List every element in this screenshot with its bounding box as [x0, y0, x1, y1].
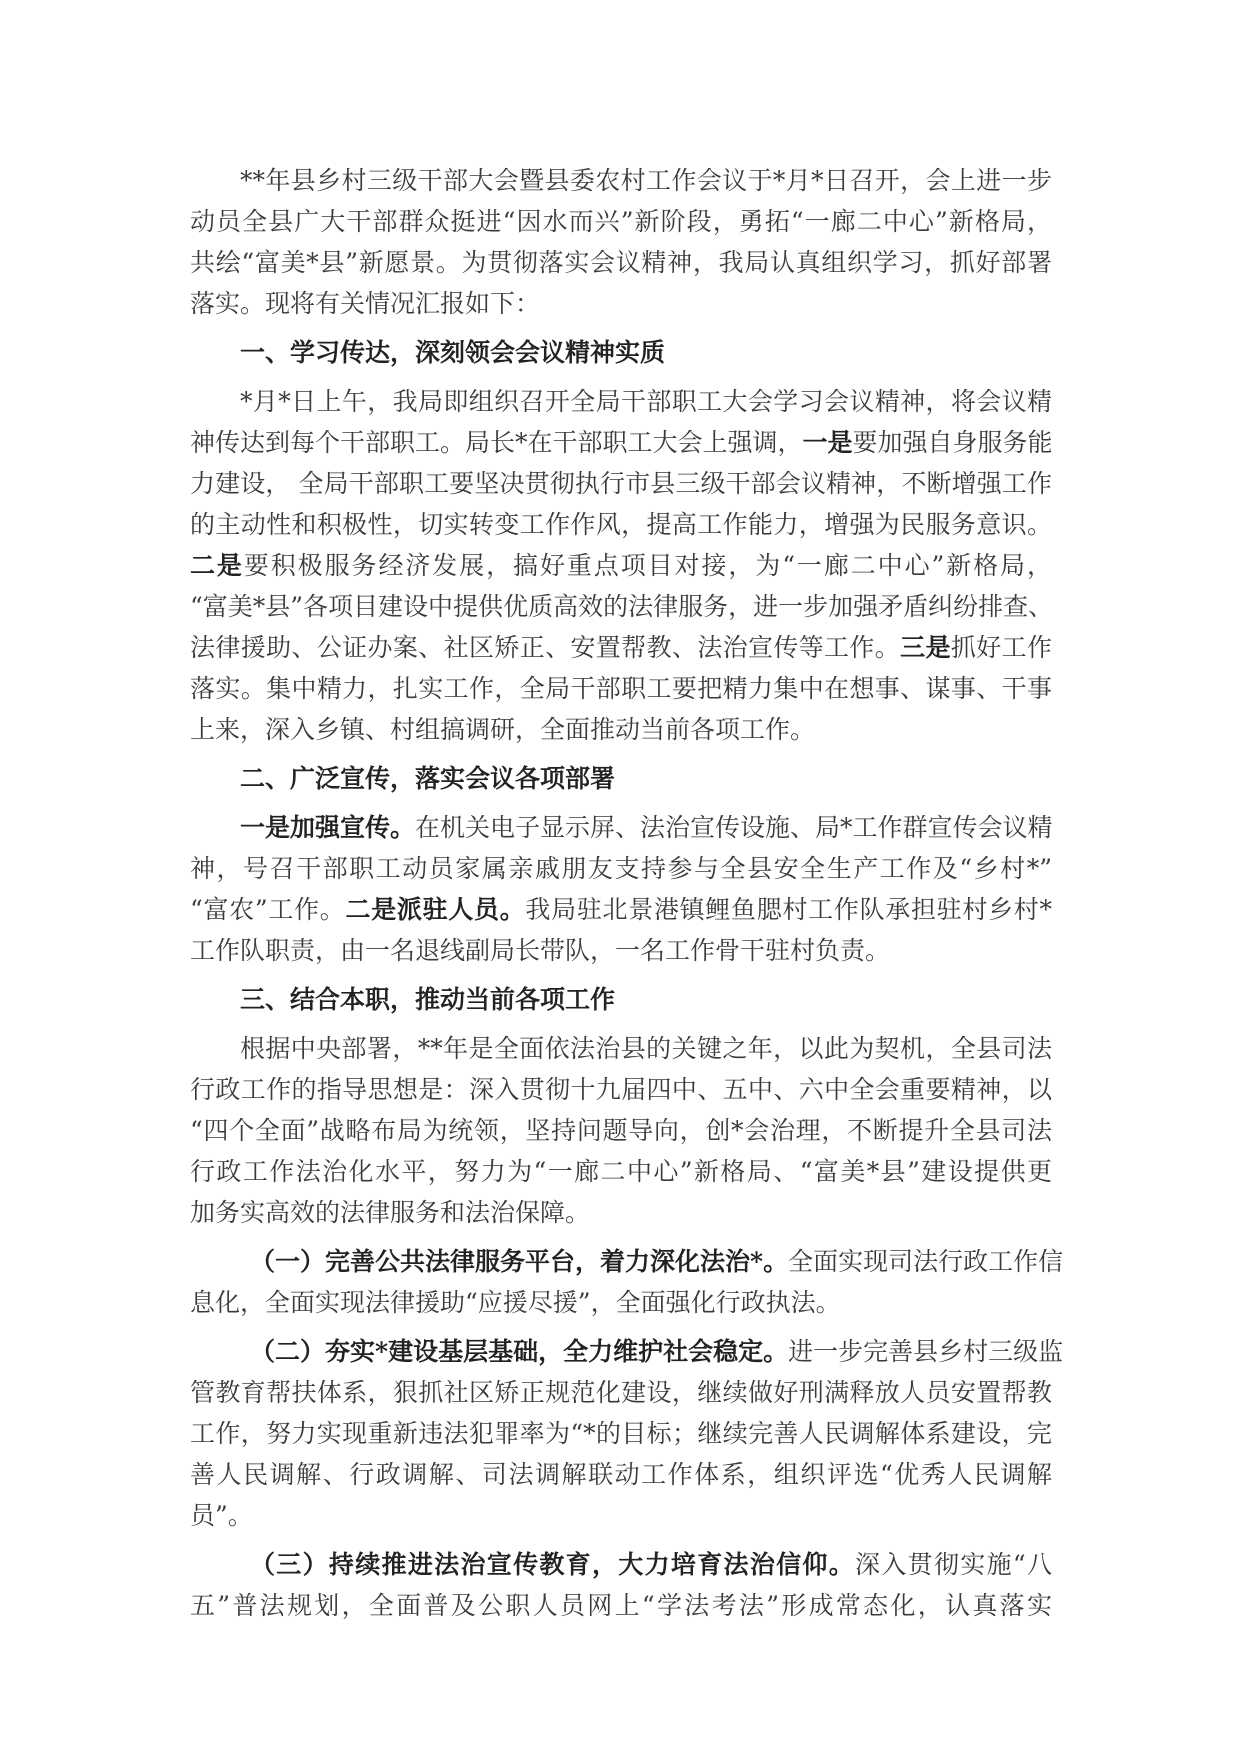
- text-line: [190, 1069, 1052, 1110]
- text-line: [190, 1331, 1064, 1372]
- section-heading: [190, 332, 1052, 373]
- text-run: 善人民调解、行政调解、司法调解联动工作体系，组织评选“优秀人民调解: [190, 1460, 1052, 1489]
- bold-text: 二是派驻人员。: [345, 895, 526, 924]
- text-run: 共绘“富美*县”新愿景。为贯彻落实会议精神，我局认真组织学习，抓好部署: [190, 248, 1052, 277]
- text-run: 落实。现将有关情况汇报如下：: [190, 289, 541, 318]
- text-line: [190, 709, 1052, 750]
- text-line: [190, 1110, 1052, 1151]
- bold-text: （三）持续推进法治宣传教育，大力培育法治信仰。: [250, 1550, 856, 1579]
- text-run: 神传达到每个干部职工。局长*在干部职工大会上强调，: [190, 428, 803, 457]
- text-line: [190, 979, 1052, 1020]
- text-run: 管教育帮扶体系，狠抓社区矫正规范化建设，继续做好刑满释放人员安置帮教: [190, 1378, 1052, 1407]
- text-run: 要积极服务经济发展，搞好重点项目对接，为“一廊二中心”新格局，: [243, 551, 1052, 580]
- text-line: [190, 586, 1052, 627]
- paragraph: [190, 807, 1052, 971]
- text-run: 二、广泛宣传，落实会议各项部署: [240, 764, 616, 793]
- text-line: [190, 1495, 1052, 1536]
- text-run: 根据中央部署，**年是全面依法治县的关键之年，以此为契机，全县司法: [240, 1034, 1052, 1063]
- text-line: [190, 1413, 1052, 1454]
- text-run: “富农”工作。: [190, 895, 346, 924]
- text-run: 上来，深入乡镇、村组搞调研，全面推动当前各项工作。: [190, 715, 816, 744]
- text-line: [190, 463, 1052, 504]
- text-line: [190, 889, 1052, 930]
- text-line: [190, 627, 1052, 668]
- text-line: [190, 668, 1052, 709]
- text-run: “四个全面”战略布局为统领，坚持问题导向，创*会治理，不断提升全县司法: [190, 1116, 1052, 1145]
- paragraph: [190, 160, 1052, 324]
- text-run: 行政工作法治化水平，努力为“一廊二中心”新格局、“富美*县”建设提供更: [190, 1157, 1052, 1186]
- text-line: [190, 504, 1052, 545]
- text-run: 法律援助、公证办案、社区矫正、安置帮教、法治宣传等工作。: [190, 633, 901, 662]
- text-line: [190, 1241, 1064, 1282]
- text-line: [190, 1585, 1052, 1626]
- text-run: *月*日上午，我局即组织召开全局干部职工大会学习会议精神，将会议精: [240, 387, 1052, 416]
- text-line: [190, 1151, 1052, 1192]
- text-run: 的主动性和积极性，切实转变工作作风，提高工作能力，增强为民服务意识。: [190, 510, 1052, 539]
- bold-text: 二是: [190, 551, 244, 580]
- text-line: [190, 758, 1052, 799]
- text-run: 深入贯彻实施“八: [855, 1550, 1052, 1579]
- text-run: 三、结合本职，推动当前各项工作: [240, 985, 616, 1014]
- text-run: **年县乡村三级干部大会暨县委农村工作会议于*月*日召开，会上进一步: [240, 166, 1052, 195]
- text-run: 力建设， 全局干部职工要坚决贯彻执行市县三级干部会议精神，不断增强工作: [190, 469, 1052, 498]
- text-run: 工作，努力实现重新违法犯罪率为“*的目标；继续完善人民调解体系建设，完: [190, 1419, 1052, 1448]
- text-line: [190, 201, 1052, 242]
- paragraph: [190, 1028, 1052, 1233]
- text-line: [190, 381, 1052, 422]
- bold-text: （一）完善公共法律服务平台，着力深化法治*。: [250, 1247, 789, 1276]
- bold-text: 三是: [900, 633, 951, 662]
- text-line: [190, 1454, 1052, 1495]
- document-body: [190, 160, 1064, 1634]
- text-run: 息化，全面实现法律援助“应援尽援”，全面强化行政执法。: [190, 1288, 841, 1317]
- paragraph: [190, 381, 1052, 750]
- text-line: [190, 848, 1052, 889]
- text-run: 抓好工作: [950, 633, 1052, 662]
- text-run: “富美*县”各项目建设中提供优质高效的法律服务，进一步加强矛盾纠纷排查、: [190, 592, 1054, 621]
- text-run: 工作队职责，由一名退线副局长带队，一名工作骨干驻村负责。: [190, 936, 891, 965]
- text-line: [190, 283, 1052, 324]
- text-run: 员”。: [190, 1501, 253, 1530]
- text-run: 在机关电子显示屏、法治宣传设施、局*工作群宣传会议精: [415, 813, 1053, 842]
- text-line: [190, 160, 1052, 201]
- text-line: [190, 1372, 1052, 1413]
- text-run: 五”普法规划，全面普及公职人员网上“学法考法”形成常态化，认真落实: [190, 1591, 1052, 1620]
- bold-text: 一是加强宣传。: [240, 813, 416, 842]
- text-line: [190, 930, 1052, 971]
- paragraph: [190, 1544, 1052, 1626]
- text-run: 落实。集中精力，扎实工作，全局干部职工要把精力集中在想事、谋事、干事: [190, 674, 1052, 703]
- paragraph: [190, 1241, 1064, 1323]
- text-run: 加务实高效的法律服务和法治保障。: [190, 1198, 591, 1227]
- text-line: [190, 242, 1052, 283]
- text-run: 动员全县广大干部群众挺进“因水而兴”新阶段，勇拓“一廊二中心”新格局，: [190, 207, 1052, 236]
- text-line: [190, 332, 1052, 373]
- text-line: [190, 1192, 1052, 1233]
- text-run: 要加强自身服务能: [852, 428, 1053, 457]
- text-line: [190, 1544, 1052, 1585]
- text-line: [190, 1282, 1052, 1323]
- text-run: 进一步完善县乡村三级监: [788, 1337, 1064, 1366]
- bold-text: （二）夯实*建设基层基础，全力维护社会稳定。: [250, 1337, 789, 1366]
- text-run: 全面实现司法行政工作信: [788, 1247, 1064, 1276]
- text-line: [190, 1028, 1052, 1069]
- paragraph: [190, 1331, 1064, 1536]
- text-run: 行政工作的指导思想是：深入贯彻十九届四中、五中、六中全会重要精神，以: [190, 1075, 1052, 1104]
- text-run: 一、学习传达，深刻领会会议精神实质: [240, 338, 666, 367]
- text-run: 我局驻北景港镇鲤鱼腮村工作队承担驻村乡村*: [525, 895, 1052, 924]
- section-heading: [190, 758, 1052, 799]
- text-line: [190, 807, 1052, 848]
- text-run: 神，号召干部职工动员家属亲戚朋友支持参与全县安全生产工作及“乡村*”: [190, 854, 1052, 883]
- text-line: [190, 545, 1052, 586]
- text-line: [190, 422, 1052, 463]
- section-heading: [190, 979, 1052, 1020]
- bold-text: 一是: [802, 428, 853, 457]
